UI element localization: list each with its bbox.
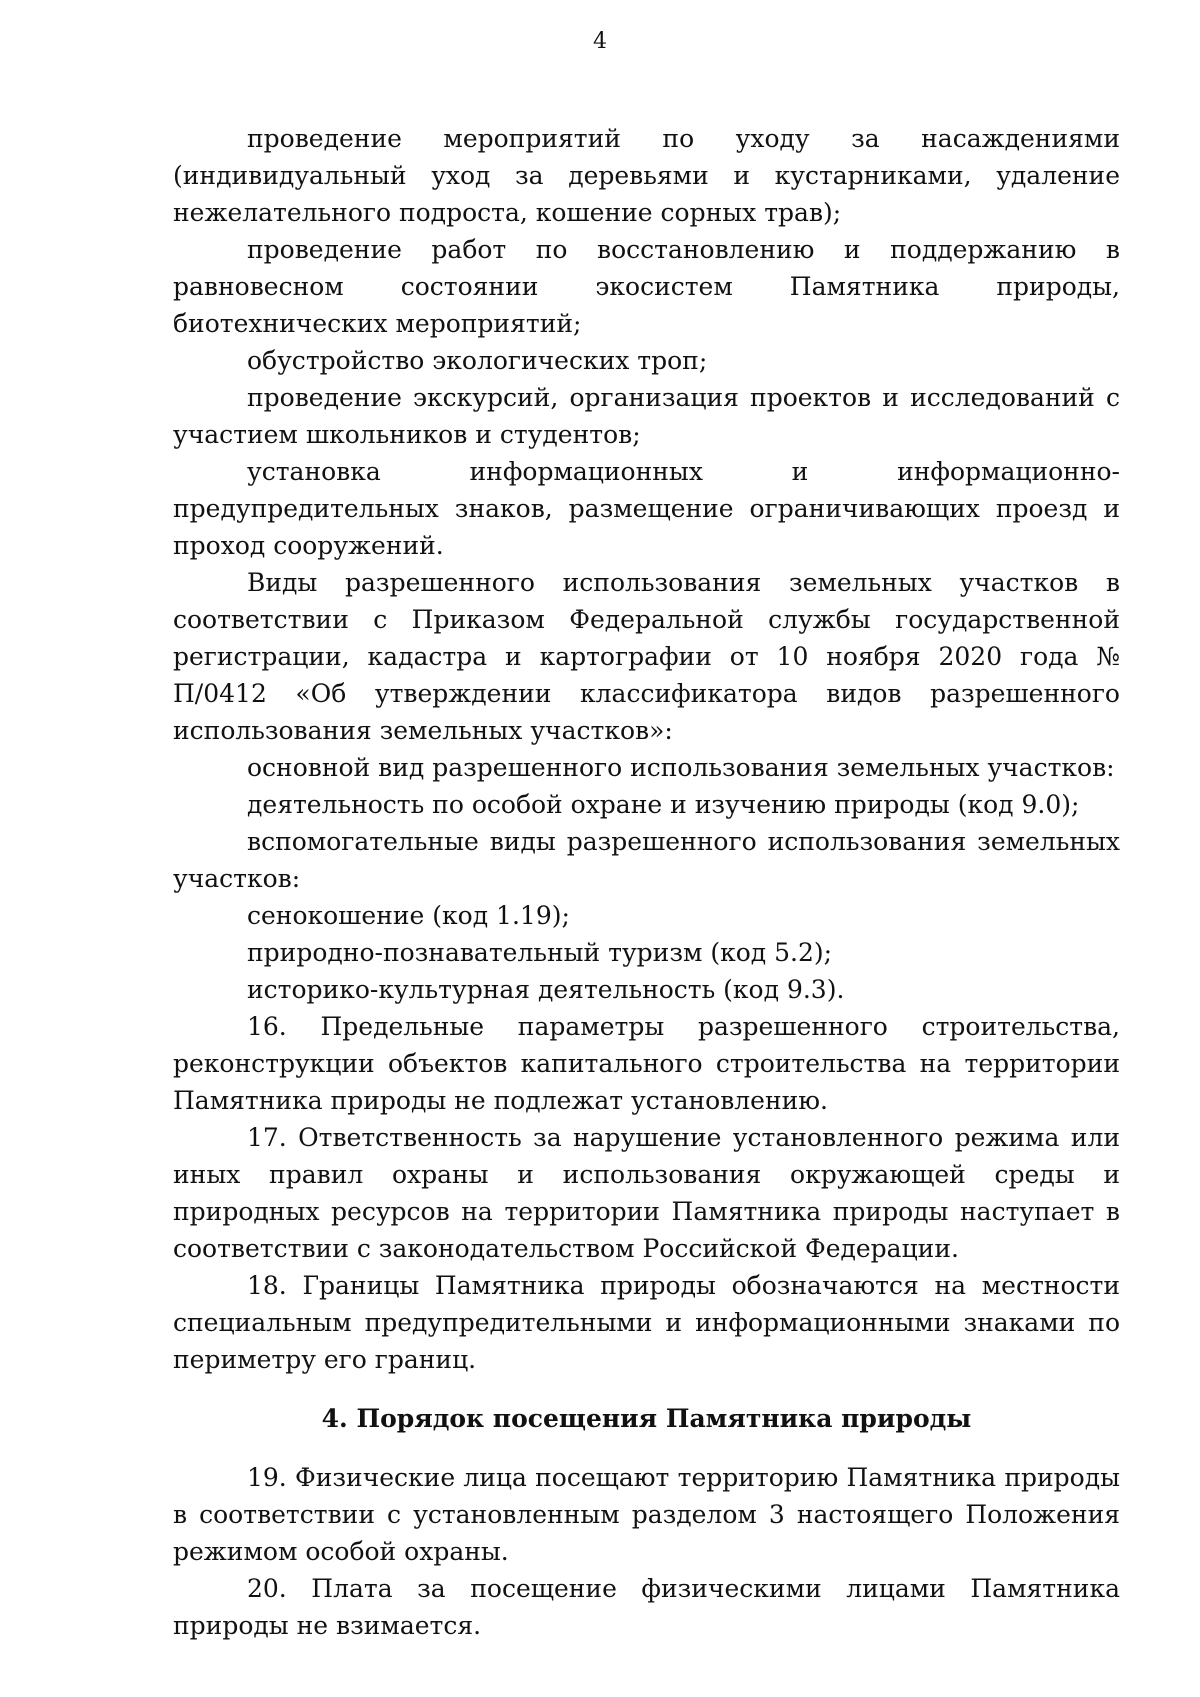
paragraph-cultural-activity-code: историко-культурная деятельность (код 9.3). — [247, 975, 845, 1004]
paragraph-item-17: 17. Ответственность за нарушение установленного режима или иных правил охраны и использования окружающей среды и природных ресурсов на территории Памятника природы наступает в соответствии с законодательством Российской Федерации. — [173, 1123, 1120, 1263]
paragraph-eco-trails: обустройство экологических троп; — [247, 346, 708, 375]
paragraph-haymaking-code: сенокошение (код 1.19); — [247, 901, 570, 930]
paragraph-item-20: 20. Плата за посещение физическими лицами Памятника природы не взимается. — [173, 1574, 1120, 1640]
paragraph-signs-installation: установка информационных и информационно-предупредительных знаков, размещение ограничивающих проезд и проход сооружений. — [173, 457, 1120, 560]
document-body — [173, 120, 1120, 1644]
paragraph-land-use-types: Виды разрешенного использования земельных участков в соответствии с Приказом Федеральной службы государственной регистрации, кадастра и картографии от 10 ноября 2020 года № П/0412 «Об утверждении классификатора видов разрешенного использования земельных участков»: — [173, 568, 1120, 745]
paragraph-main-land-use: основной вид разрешенного использования земельных участков: — [247, 753, 1115, 782]
paragraph-ecosystem-restoration: проведение работ по восстановлению и поддержанию в равновесном состоянии экосистем Памятника природы, биотехнических мероприятий; — [173, 235, 1120, 338]
paragraph-tourism-code: природно-познавательный туризм (код 5.2); — [247, 938, 833, 967]
paragraph-excursions: проведение экскурсий, организация проектов и исследований с участием школьников и студентов; — [173, 383, 1120, 449]
paragraph-auxiliary-land-use: вспомогательные виды разрешенного использования земельных участков: — [173, 827, 1120, 893]
paragraph-item-18: 18. Границы Памятника природы обозначаются на местности специальным предупредительными и информационными знаками по периметру его границ. — [173, 1271, 1120, 1374]
paragraph-item-16: 16. Предельные параметры разрешенного строительства, реконструкции объектов капитального строительства на территории Памятника природы не подлежат установлению. — [173, 1012, 1120, 1115]
paragraph-item-19: 19. Физические лица посещают территорию Памятника природы в соответствии с установленным разделом 3 настоящего Положения режимом особой охраны. — [173, 1463, 1120, 1566]
paragraph-care-activities: проведение мероприятий по уходу за насаждениями (индивидуальный уход за деревьями и кустарниками, удаление нежелательного подроста, кошение сорных трав); — [173, 124, 1120, 227]
paragraph-nature-protection-code: деятельность по особой охране и изучению природы (код 9.0); — [247, 790, 1080, 819]
page-number: 4 — [593, 29, 607, 54]
section-heading: 4. Порядок посещения Памятника природы — [321, 1404, 972, 1433]
